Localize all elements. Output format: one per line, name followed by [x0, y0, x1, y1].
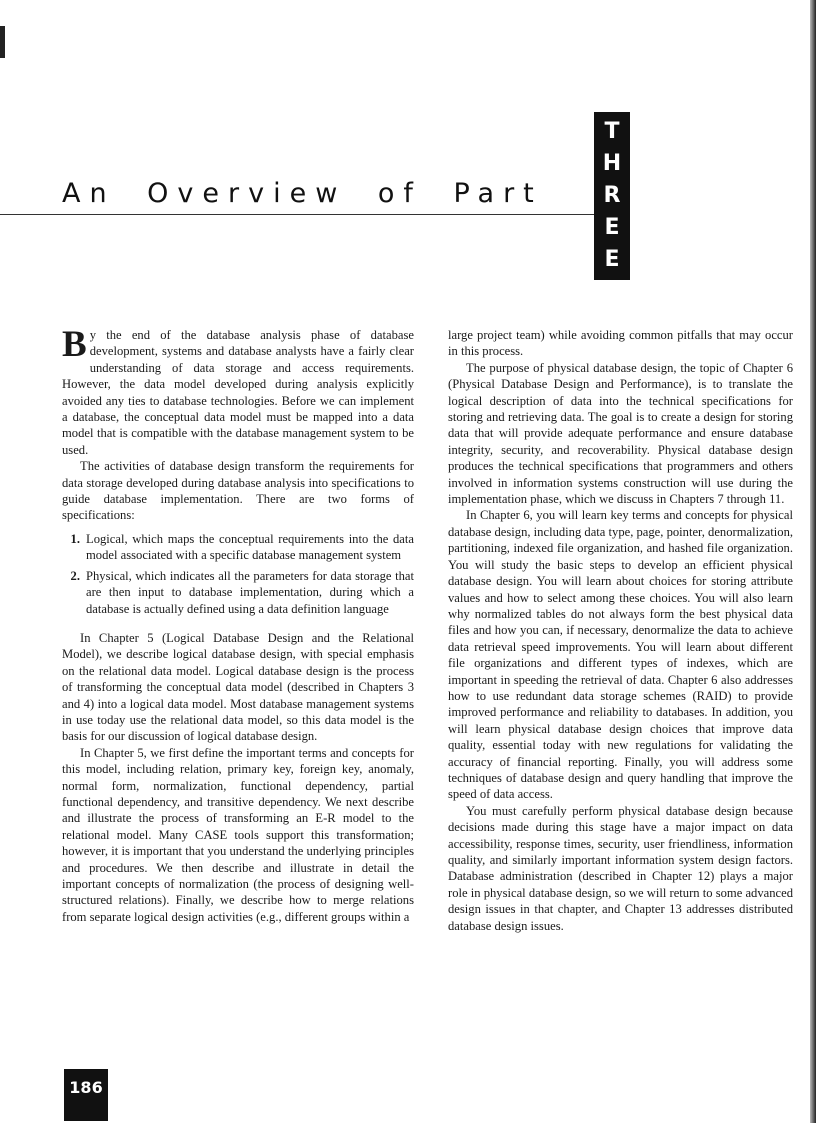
part-letter: H — [602, 151, 622, 176]
paragraph: In Chapter 5 (Logical Database Design and the Relational Model), we describe logical database design, with special emphasis on the relational data model. Logical database design is the process of transforming the conceptual data model (described in Chapters 3 and 4) into a logical data model. Most database management systems in use today use the relational data model, so this data model is the basis for our discussion of logical database design. — [62, 630, 414, 744]
paragraph: You must carefully perform physical database design because decisions made during this stage have a major impact on data accessibility, response times, security, user friendliness, information quality, and similarly important information system design factors. Database administration (described in Chapter 12) plays a major role in physical database design, so we will return to some advanced design issues in that chapter, and Chapter 13 addresses distributed database design issues. — [448, 803, 793, 933]
specification-list — [62, 531, 414, 617]
left-column — [62, 324, 414, 925]
paragraph: The activities of database design transform the requirements for data storage developed during database analysis into specifications to guide database implementation. There are two forms of specifications: — [62, 459, 414, 523]
part-letter: E — [604, 247, 620, 272]
list-item: 2. Physical, which indicates all the parameters for data storage that are then input to database implementation, during which a database is actually defined using a data definition language — [70, 568, 414, 616]
page-title: An Overview of Part — [62, 178, 543, 209]
part-letter: R — [603, 183, 621, 208]
right-column — [448, 327, 793, 934]
paragraph: large project team) while avoiding common pitfalls that may occur in this process. — [448, 328, 793, 359]
paragraph: By the end of the database analysis phase of database development, systems and database analysts have a fairly clear understanding of data storage and access requirements. However, the data model developed during analysis explicitly avoided any ties to database technologies. Before we can implement a database, the conceptual data model must be mapped into a data model that is compatible with the database management system to be used. — [62, 324, 414, 457]
title-rule — [0, 214, 594, 215]
paragraph: In Chapter 6, you will learn key terms and concepts for physical database design, including data type, page, pointer, denormalization, partitioning, indexed file organization, and hashed file organization. You will study the basic steps to develop an efficient physical database design. You will learn about choices for storing attribute values and how to select among these choices. You will also learn why normalized tables do not always form the best physical data files and how you can, if necessary, denormalize the data to achieve data retrieval speed improvements. You will learn about different file organizations and different types of indexes, which are important in speeding the retrieval of data. Chapter 6 also addresses how to use redundant data storage schemes (RAID) to provide improved performance and reliability to databases. In addition, you will learn physical database design choices that improve data quality, essential today with new regulations for validating the accuracy of financial reporting. Finally, you will address some techniques of database design and query handling that improve the speed of data access. — [448, 508, 794, 802]
part-three-label — [594, 112, 630, 280]
part-letter: T — [604, 119, 620, 144]
page-number: 186 — [64, 1069, 108, 1121]
list-item: 1. Logical, which maps the conceptual requirements into the data model associated with a specific database management system — [70, 531, 414, 563]
paragraph: In Chapter 5, we first define the important terms and concepts for this model, including relation, primary key, foreign key, anomaly, normal form, normalization, functional dependency, partial functional dependency, and transitive dependency. We next describe and illustrate the process of transforming an E-R model to the relational model. Many CASE tools support this transformation; however, it is important that you understand the underlying principles and procedures. We then describe and illustrate in detail the important concepts of normalization (the process of designing well-structured relations). Finally, we describe how to merge relations from separate logical design activities (e.g., different groups within a — [62, 745, 414, 924]
part-letter: E — [604, 215, 620, 240]
page-edge-shadow — [810, 0, 816, 1123]
drop-cap: B — [62, 324, 87, 365]
paragraph: The purpose of physical database design, the topic of Chapter 6 (Physical Database Design and Performance), is to translate the logical description of data into the technical specifications for storing and retrieving data. The goal is to create a design for storing data that will provide adequate performance and ensure database integrity, security, and recoverability. Physical database design produces the technical specifications that programmers and others involved in information systems construction will use during the implementation phase, which we discuss in Chapters 7 through 11. — [448, 360, 793, 507]
spine-mark — [0, 26, 5, 58]
